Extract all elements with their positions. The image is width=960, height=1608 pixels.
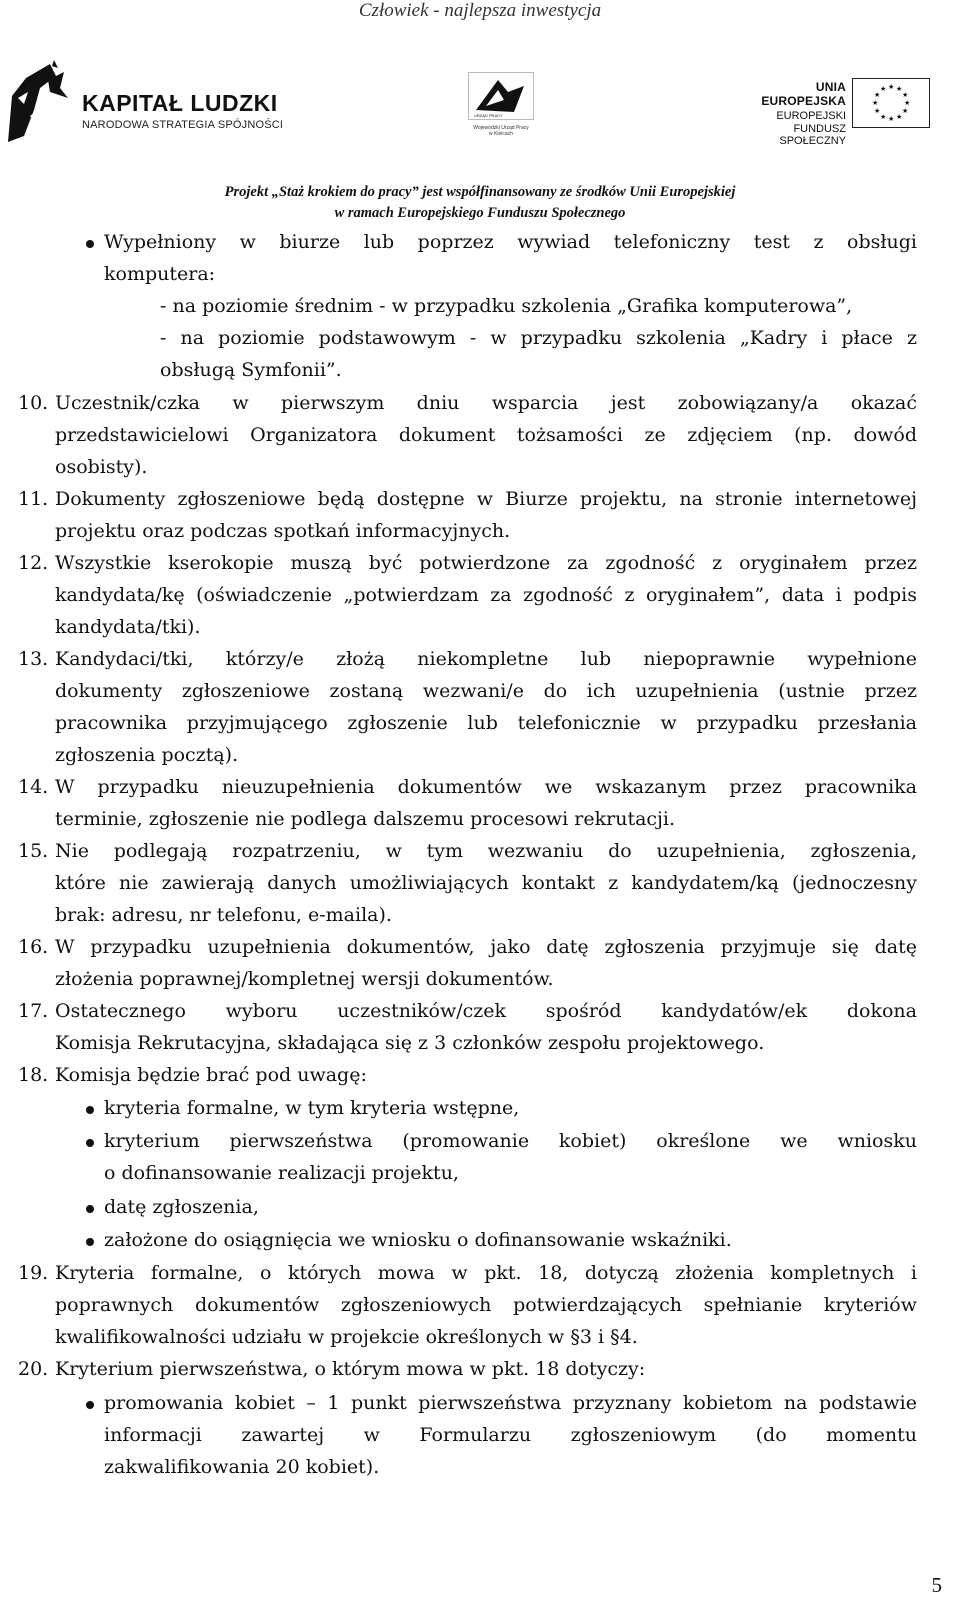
item-number: 20.: [18, 1358, 49, 1380]
item-18-bullet-4: założone do osiągnięcia we wniosku o dofinansowanie wskaźniki.: [104, 1229, 732, 1251]
item-20-bullet-1b: informacji zawartej w Formularzu zgłoszeniowym (do momentu: [104, 1424, 917, 1446]
item-19-line-2: poprawnych dokumentów zgłoszeniowych potwierdzających spełnianie kryteriów: [55, 1294, 917, 1316]
page-number: 5: [931, 1573, 942, 1597]
item-18-bullet-1: kryteria formalne, w tym kryteria wstępne,: [104, 1097, 520, 1119]
item-number: 12.: [18, 552, 49, 574]
bullet-dot: [86, 1139, 94, 1147]
item-number: 13.: [18, 648, 49, 670]
item-20-line-1: Kryterium pierwszeństwa, o którym mowa w pkt. 18 dotyczy:: [55, 1358, 646, 1380]
bullet-dot: [86, 1205, 94, 1213]
urzad-pracy-logo: [462, 72, 540, 142]
item-19-line-3: kwalifikowalności udziału w projekcie określonych w §3 i §4.: [55, 1326, 638, 1348]
ue-line-2: EUROPEJSKI: [776, 110, 846, 122]
item-16-line-1: W przypadku uzupełnienia dokumentów, jako datę zgłoszenia przyjmuje się datę: [55, 936, 917, 958]
kapital-ludzki-title: KAPITAŁ LUDZKI: [82, 90, 278, 116]
urzad-pracy-emblem-icon: [468, 72, 534, 120]
svg-text:★: ★: [896, 113, 903, 121]
running-head: Człowiek - najlepsza inwestycja: [358, 0, 602, 21]
item-20-bullet-1c: zakwalifikowania 20 kobiet).: [104, 1456, 380, 1478]
eu-flag-icon: [852, 78, 930, 128]
intro-bullet-line-1: Wypełniony w biurze lub poprzez wywiad telefoniczny test z obsługi: [104, 231, 917, 253]
item-18-bullet-3: datę zgłoszenia,: [104, 1196, 259, 1218]
item-17-line-2: Komisja Rekrutacyjna, składająca się z 3 członków zespołu projektowego.: [55, 1032, 765, 1054]
item-18-line-1: Komisja będzie brać pod uwagę:: [55, 1064, 367, 1086]
svg-text:★: ★: [872, 99, 879, 107]
unia-europejska-logo: [734, 78, 939, 147]
svg-text:★: ★: [888, 115, 895, 123]
svg-text:★: ★: [902, 107, 909, 115]
item-11-line-1: Dokumenty zgłoszeniowe będą dostępne w Biurze projektu, na stronie internetowej: [55, 488, 917, 510]
item-20-bullet-1a: promowania kobiet – 1 punkt pierwszeństwa przyznany kobietom na podstawie: [104, 1392, 917, 1414]
bullet-dot: [86, 1238, 94, 1246]
item-17-line-1: Ostatecznego wyboru uczestników/czek spośród kandydatów/ek dokona: [55, 1000, 917, 1022]
item-number: 10.: [18, 392, 49, 414]
kapital-ludzki-logo: [4, 58, 294, 148]
item-14-line-1: W przypadku nieuzupełnienia dokumentów we wskazanym przez pracownika: [55, 776, 917, 798]
item-12-line-3: kandydata/tki).: [55, 616, 201, 638]
item-number: 11.: [18, 488, 49, 510]
item-11-line-2: projektu oraz podczas spotkań informacyjnych.: [55, 520, 511, 542]
item-15-line-2: które nie zawierają danych umożliwiających kontakt z kandydatem/ką (jednoczesny: [55, 872, 917, 894]
svg-text:★: ★: [902, 91, 909, 99]
project-line-1: Projekt „Staż krokiem do pracy” jest współfinansowany ze środków Unii Europejskiej: [224, 184, 736, 200]
item-13-line-1: Kandydaci/tki, którzy/e złożą niekompletne lub niepoprawnie wypełnione: [55, 648, 917, 670]
item-15-line-1: Nie podlegają rozpatrzeniu, w tym wezwaniu do uzupełnienia, zgłoszenia,: [55, 840, 917, 862]
item-12-line-2: kandydata/kę (oświadczenie „potwierdzam za zgodność z oryginałem”, data i podpis: [55, 584, 917, 606]
intro-detail-1: - na poziomie średnim - w przypadku szkolenia „Grafika komputerowa”,: [160, 295, 853, 317]
svg-text:★: ★: [896, 85, 903, 93]
urzad-pracy-sign: URZĄD PRACY: [474, 113, 503, 118]
bullet-dot: [86, 1106, 94, 1114]
item-10-line-2: przedstawicielowi Organizatora dokument tożsamości ze zdjęciem (np. dowód: [55, 424, 917, 446]
item-16-line-2: złożenia poprawnej/kompletnej wersji dokumentów.: [55, 968, 554, 990]
kapital-ludzki-subtitle: NARODOWA STRATEGIA SPÓJNOŚCI: [82, 119, 284, 131]
item-14-line-2: terminie, zgłoszenie nie podlega dalszemu procesowi rekrutacji.: [55, 808, 676, 830]
ue-line-3: FUNDUSZ SPOŁECZNY: [779, 123, 846, 147]
svg-text:★: ★: [904, 99, 911, 107]
item-18-bullet-2b: o dofinansowanie realizacji projektu,: [104, 1162, 459, 1184]
item-13-line-3: pracownika przyjmującego zgłoszenie lub telefonicznie w przypadku przesłania: [55, 712, 917, 734]
svg-text:★: ★: [874, 107, 881, 115]
item-number: 19.: [18, 1262, 49, 1284]
item-number: 15.: [18, 840, 49, 862]
kapital-ludzki-emblem-icon: [4, 58, 80, 146]
item-13-line-4: zgłoszenia pocztą).: [55, 744, 239, 766]
intro-detail-2b: obsługą Symfonii”.: [160, 359, 342, 381]
item-number: 17.: [18, 1000, 49, 1022]
project-line-2: w ramach Europejskiego Funduszu Społecznego: [334, 205, 626, 221]
item-10-line-3: osobisty).: [55, 456, 148, 478]
item-13-line-2: dokumenty zgłoszeniowe zostaną wezwani/e do ich uzupełnienia (ustnie przez: [55, 680, 917, 702]
item-10-line-1: Uczestnik/czka w pierwszym dniu wsparcia jest zobowiązany/a okazać: [55, 392, 917, 414]
urzad-pracy-caption-1: Wojewódzki Urząd Pracy: [473, 125, 529, 131]
urzad-pracy-caption-2: w Kielcach: [489, 131, 513, 137]
item-15-line-3: brak: adresu, nr telefonu, e-maila).: [55, 904, 392, 926]
intro-detail-2a: - na poziomie podstawowym - w przypadku szkolenia „Kadry i płace z: [160, 327, 917, 349]
item-number: 14.: [18, 776, 49, 798]
svg-text:★: ★: [880, 85, 887, 93]
intro-bullet-line-2: komputera:: [104, 263, 216, 285]
item-18-bullet-2a: kryterium pierwszeństwa (promowanie kobiet) określone we wniosku: [104, 1130, 917, 1152]
svg-text:★: ★: [880, 113, 887, 121]
item-number: 16.: [18, 936, 49, 958]
svg-text:★: ★: [874, 91, 881, 99]
bullet-dot: [86, 1401, 94, 1409]
item-12-line-1: Wszystkie kserokopie muszą być potwierdzone za zgodność z oryginałem przez: [55, 552, 917, 574]
item-19-line-1: Kryteria formalne, o których mowa w pkt. 18, dotyczą złożenia kompletnych i: [55, 1262, 917, 1284]
ue-line-1: UNIA EUROPEJSKA: [761, 80, 846, 108]
svg-text:★: ★: [888, 83, 895, 91]
bullet-dot: [86, 240, 94, 248]
item-number: 18.: [18, 1064, 49, 1086]
